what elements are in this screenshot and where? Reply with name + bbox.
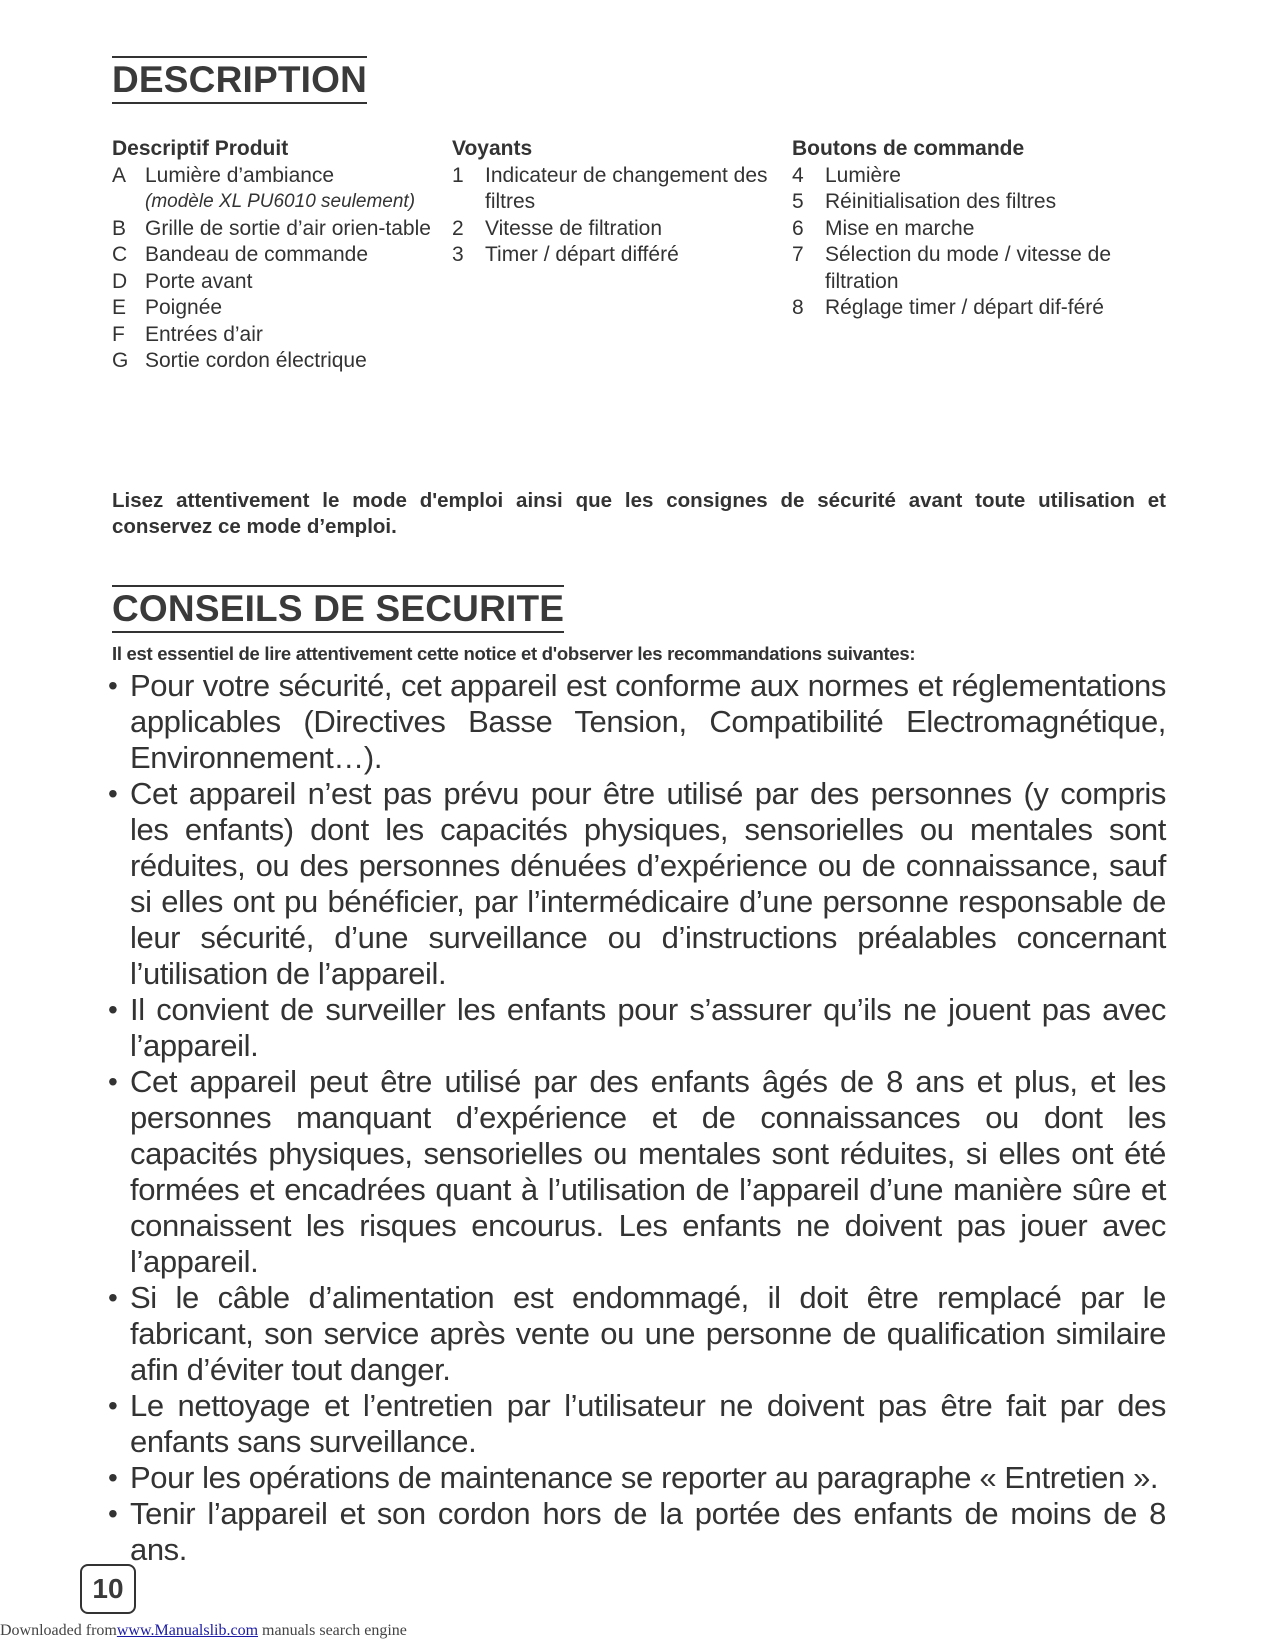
list-item: 2 Vitesse de filtration: [452, 216, 663, 240]
list-item: D Porte avant: [112, 269, 253, 293]
list-item: 8 Réglage timer / départ dif-féré: [792, 296, 1104, 319]
bullet-icon: •: [108, 994, 118, 1025]
list-item: 1 Indicateur de changement des filtres: [452, 163, 768, 213]
bullet-icon: •: [108, 1498, 118, 1529]
controls-column: [792, 136, 1142, 322]
bullet-icon: •: [108, 1066, 118, 1097]
safety-intro: Il est essentiel de lire attentivement cette notice et d'observer les recommandations suivantes:: [112, 643, 916, 664]
footer-prefix: Downloaded from: [0, 1622, 117, 1639]
manualslib-link[interactable]: www.Manualslib.com: [116, 1622, 259, 1639]
safety-bullet: • Pour votre sécurité, cet appareil est conforme aux normes et réglementations applicables (Directives Basse Tension, Compatibilité Electromagnétique, Environnement…).: [108, 668, 1166, 775]
page-number: 10: [80, 1564, 136, 1614]
safety-bullet: • Pour les opérations de maintenance se reporter au paragraphe « Entretien ».: [108, 1460, 1159, 1495]
bullet-icon: •: [108, 1462, 118, 1493]
list-item: E Poignée: [112, 296, 223, 319]
model-note: (modèle XL PU6010 seulement): [145, 191, 416, 212]
list-item: 4 Lumière: [792, 163, 901, 187]
safety-bullet: • Si le câble d’alimentation est endommagé, il doit être remplacé par le fabricant, son service après vente ou une personne de qualification similaire afin d’éviter tout danger.: [108, 1280, 1166, 1387]
list-item: 3 Timer / départ différé: [452, 243, 679, 266]
safety-bullet: • Le nettoyage et l’entretien par l’utilisateur ne doivent pas être fait par des enfants sans surveillance.: [108, 1388, 1166, 1459]
safety-bullet: • Cet appareil n’est pas prévu pour être utilisé par des personnes (y compris les enfants) dont les capacités physiques, sensorielles ou mentales sont réduites, ou des personnes dénuées d’expérience ou de connaissance, sauf si elles ont pu bénéficier, par l’intermédicaire d’une personne responsable de leur sécurité, d’une surveillance ou d’instructions préalables concernant l’utilisation de l’appareil.: [108, 776, 1166, 991]
product-description-column: [112, 136, 442, 375]
safety-bullet: • Tenir l’appareil et son cordon hors de la portée des enfants de moins de 8 ans.: [108, 1496, 1166, 1567]
indicators-header: Voyants: [452, 137, 533, 160]
product-description-header: Descriptif Produit: [112, 137, 289, 160]
bullet-icon: •: [108, 670, 118, 701]
safety-bullet: • Cet appareil peut être utilisé par des enfants âgés de 8 ans et plus, et les personnes manquant d’expérience et de connaissances ou dont les capacités physiques, sensorielles ou mentales sont réduites, si elles ont été formées et encadrées quant à l’utilisation de l’appareil d’une manière sûre et connaissent les risques encourus. Les enfants ne doivent pas jouer avec l’appareil.: [108, 1064, 1166, 1279]
download-footer: [0, 1622, 407, 1640]
footer-suffix: manuals search engine: [258, 1622, 407, 1639]
list-item: F Entrées d’air: [112, 322, 263, 346]
safety-bullet: • Il convient de surveiller les enfants pour s’assurer qu’ils ne jouent pas avec l’appareil.: [108, 992, 1166, 1063]
safety-title: CONSEILS DE SECURITE: [112, 585, 564, 633]
bullet-icon: •: [108, 778, 118, 809]
read-instructions-warning: Lisez attentivement le mode d'emploi ainsi que les consignes de sécurité avant toute utilisation et conservez ce mode d’emploi.: [112, 489, 1166, 538]
controls-header: Boutons de commande: [792, 137, 1025, 160]
list-item: B Grille de sortie d’air orien-table: [112, 216, 431, 240]
bullet-icon: •: [108, 1390, 118, 1421]
list-item: G Sortie cordon électrique: [112, 349, 367, 372]
indicators-column: [452, 136, 782, 269]
list-item: 7 Sélection du mode / vitesse de filtration: [792, 243, 1112, 293]
description-title: DESCRIPTION: [112, 56, 367, 104]
list-item: 5 Réinitialisation des filtres: [792, 190, 1057, 213]
safety-bullet-list: [108, 668, 1166, 1568]
list-item: A Lumière d’ambiance: [112, 163, 335, 187]
list-item: 6 Mise en marche: [792, 216, 975, 240]
list-item: C Bandeau de commande: [112, 243, 368, 266]
bullet-icon: •: [108, 1282, 118, 1313]
